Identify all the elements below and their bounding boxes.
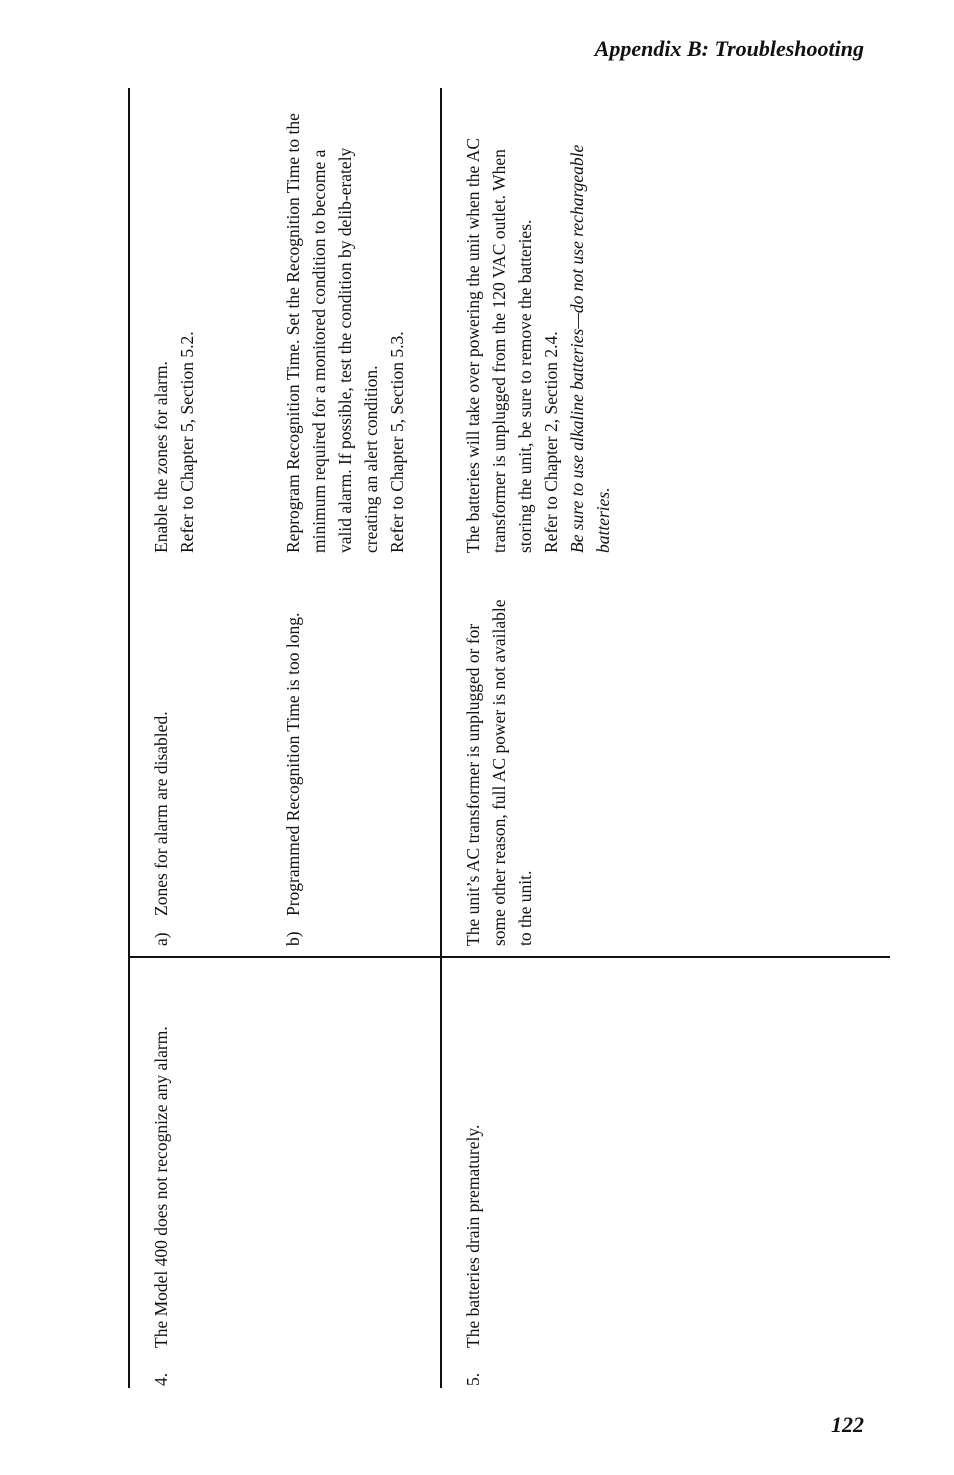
cause-text: Programmed Recognition Time is too long. (283, 612, 303, 916)
solution-text: Reprogram Recognition Time. Set the Recognition Time to the minimum required for a monitored condition to become a valid alarm. If possible, test the condition by delib-erately creating an alert condition. Refer to Chapter 5, Section 5.3. (283, 113, 407, 553)
problem-text: The Model 400 does not recognize any alarm. (151, 1026, 171, 1348)
troubleshooting-table (128, 88, 890, 1388)
row-number: 5. (463, 1372, 483, 1386)
cause-text: The unit’s AC transformer is unplugged or for some other reason, full AC power is not available to the unit. (463, 599, 535, 946)
cause-label: b) (283, 931, 303, 946)
solution-text: Enable the zones for alarm. Refer to Chapter 5, Section 5.2. (151, 331, 197, 553)
problem-text: The batteries drain prematurely. (463, 1124, 483, 1348)
battery-note: Be sure to use alkaline batteries—do not use rechargeable batteries. (567, 144, 613, 553)
column-divider (128, 956, 890, 958)
cause-text: Zones for alarm are disabled. (151, 711, 171, 916)
row-divider (440, 88, 442, 1388)
page-number: 122 (831, 1412, 864, 1437)
cause-label: a) (151, 932, 171, 946)
table-left-border (128, 88, 130, 1388)
row-number: 4. (151, 1372, 171, 1386)
solution-text: The batteries will take over powering the unit when the AC transformer is unplugged from the 120 VAC outlet. When storing the unit, be sure to remove the batteries. Refer to Chapter 2, Section 2.4. Be sure to use alkaline batteries—do not use rechargeable batteries. (460, 113, 616, 553)
page-header: Appendix B: Troubleshooting (594, 36, 864, 61)
